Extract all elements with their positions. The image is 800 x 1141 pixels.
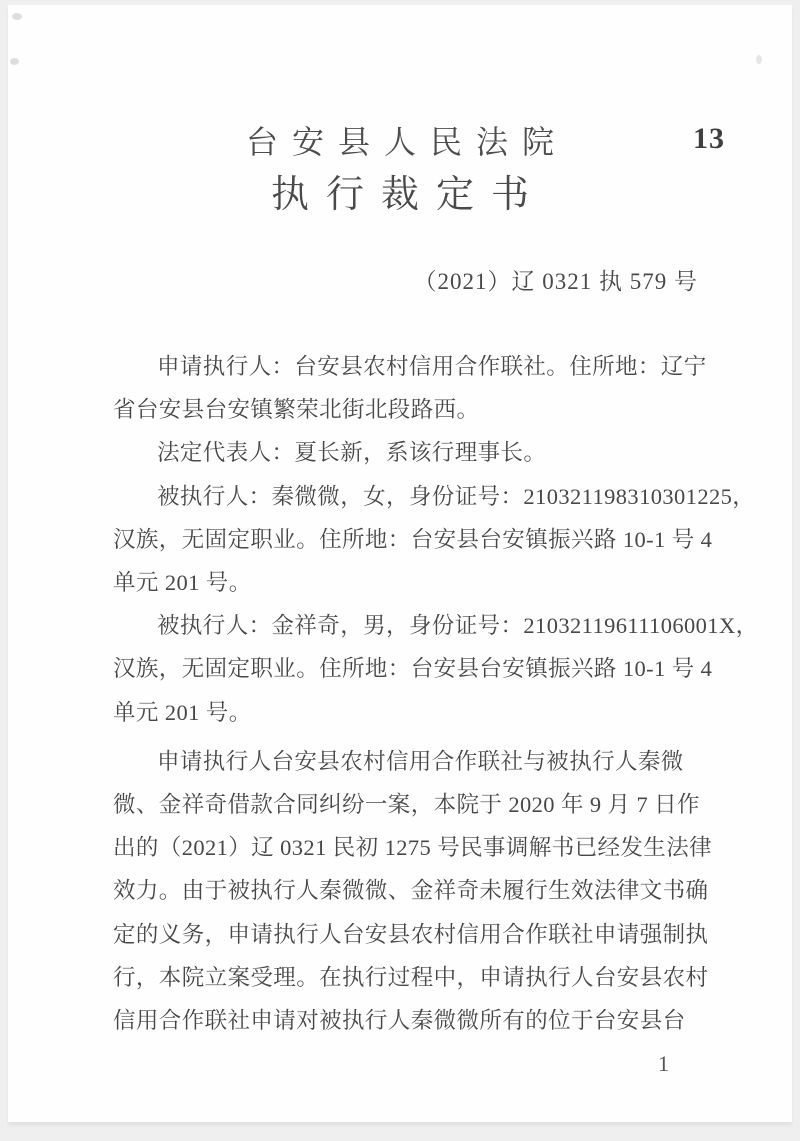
- case-number: （2021）辽 0321 执 579 号: [413, 269, 698, 294]
- document-body: [113, 345, 759, 1042]
- body-line: 申请执行人：台安县农村信用合作联社。住所地：辽宁: [157, 354, 707, 379]
- document-page: [8, 5, 792, 1122]
- scan-artifact-speck: [12, 13, 22, 20]
- page-number: 1: [658, 1051, 669, 1076]
- scan-artifact-speck: [756, 55, 762, 64]
- court-name: 台安县人民法院: [245, 124, 568, 160]
- body-line: 信用合作联社申请对被执行人秦微微所有的位于台安县台: [113, 1008, 686, 1034]
- body-line: 汉族，无固定职业。住所地：台安县台安镇振兴路 10-1 号 4: [113, 656, 713, 682]
- body-line: 法定代表人：夏长新，系该行理事长。: [157, 440, 547, 466]
- body-line: 效力。由于被执行人秦微微、金祥奇未履行生效法律文书确: [113, 878, 709, 904]
- scan-artifact-speck: [10, 58, 19, 65]
- body-line: 省台安县台安镇繁荣北街北段路西。: [113, 397, 480, 423]
- body-line: 申请执行人台安县农村信用合作联社与被执行人秦微: [157, 748, 684, 774]
- body-line: 被执行人：秦微微，女，身份证号：210321198310301225，: [157, 483, 756, 509]
- body-line: 汉族，无固定职业。住所地：台安县台安镇振兴路 10-1 号 4: [113, 526, 713, 552]
- body-line: 被执行人：金祥奇，男，身份证号：21032119611106001X，: [157, 613, 759, 639]
- body-line: 行，本院立案受理。在执行过程中，申请执行人台安县农村: [113, 964, 709, 990]
- exhibit-number: 13: [693, 122, 725, 155]
- body-line: 微、金祥奇借款合同纠纷一案，本院于 2020 年 9 月 7 日作: [113, 792, 700, 818]
- document-type-title: 执行裁定书: [270, 174, 546, 216]
- body-line: 单元 201 号。: [113, 699, 252, 725]
- body-line: 单元 201 号。: [113, 570, 252, 596]
- body-line: 出的（2021）辽 0321 民初 1275 号民事调解书已经发生法律: [113, 835, 713, 861]
- body-line: 定的义务，申请执行人台安县农村信用合作联社申请强制执: [113, 921, 709, 947]
